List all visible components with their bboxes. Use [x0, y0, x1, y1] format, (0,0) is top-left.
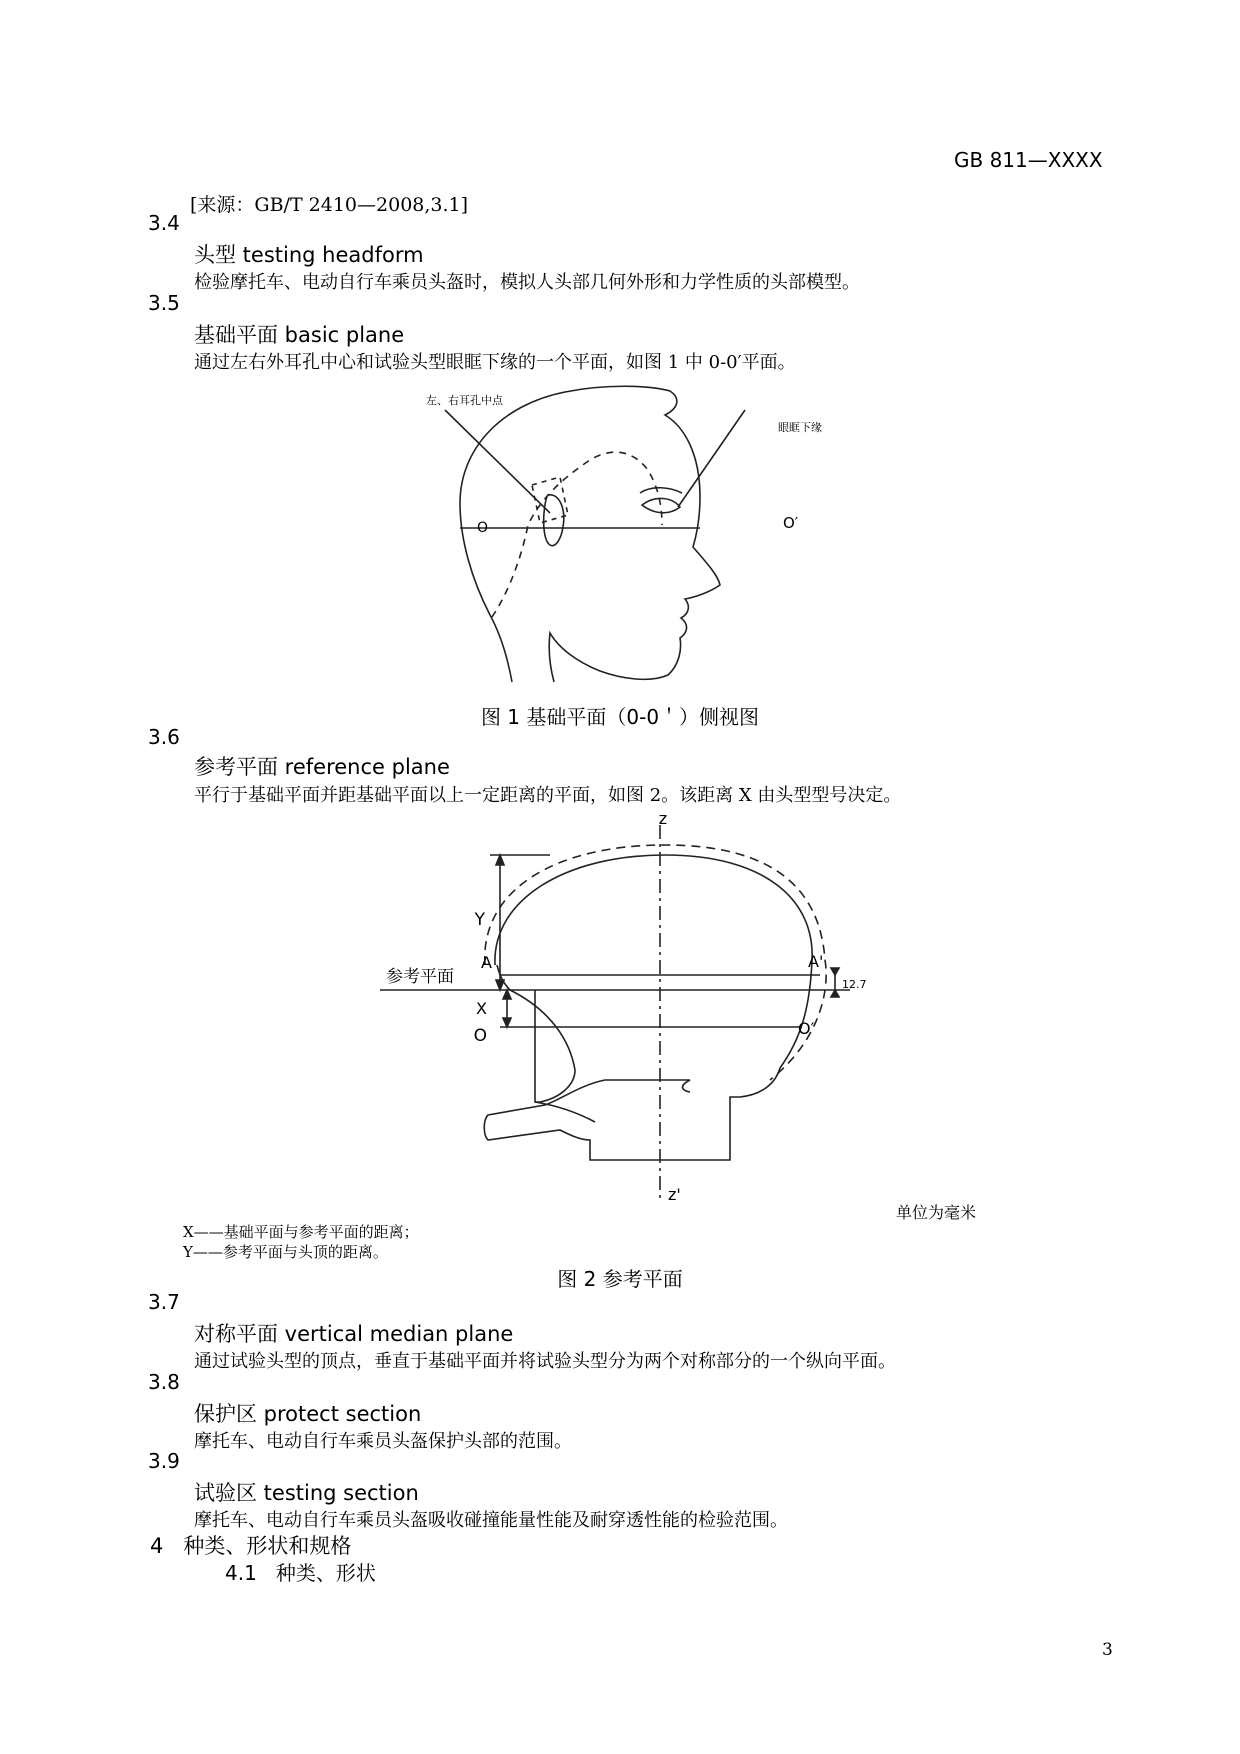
term-number: 3.4	[148, 211, 180, 235]
term-title: 试验区 testing section	[194, 1481, 419, 1505]
figure-2-caption: 图 2 参考平面	[557, 1267, 683, 1291]
section-4-1-heading: 4.1 种类、形状	[225, 1561, 376, 1585]
label-o-prime: O′	[783, 514, 799, 532]
figure-1-caption: 图 1 基础平面（0-0＇）侧视图	[480, 705, 760, 729]
page-number: 3	[1102, 1640, 1113, 1660]
label-a-prime: A'	[808, 952, 824, 971]
term-number: 3.5	[148, 291, 180, 315]
term-title: 对称平面 vertical median plane	[194, 1322, 514, 1346]
source-reference: [来源：GB/T 2410—2008,3.1]	[190, 194, 469, 216]
term-number: 3.9	[148, 1449, 180, 1473]
term-definition: 摩托车、电动自行车乘员头盔吸收碰撞能量性能及耐穿透性能的检验范围。	[194, 1510, 788, 1531]
unit-note: 单位为毫米	[896, 1203, 977, 1222]
legend-y: Y——参考平面与头顶的距离。	[183, 1243, 388, 1261]
label-orbit: 眼眶下缘	[778, 421, 822, 434]
term-title: 基础平面 basic plane	[194, 323, 405, 347]
eye	[642, 498, 680, 512]
helmet-dashed-line	[492, 452, 662, 617]
ear	[544, 495, 564, 546]
label-z: z	[658, 810, 668, 828]
section-4-heading: 4 种类、形状和规格	[150, 1534, 352, 1558]
term-definition: 摩托车、电动自行车乘员头盔保护头部的范围。	[194, 1431, 572, 1452]
outer-dashed-outline	[485, 845, 826, 1080]
label-y: Y	[474, 910, 485, 930]
figure-1-head-side-view	[400, 375, 840, 695]
label-x: X	[476, 999, 487, 1018]
head-outline	[484, 855, 812, 1160]
label-reference-plane: 参考平面	[386, 967, 454, 987]
label-ear-center: 左、右耳孔中点	[426, 394, 503, 407]
orbit-leader-line	[678, 410, 745, 507]
label-o: O	[473, 1026, 487, 1046]
label-o: O	[476, 520, 488, 536]
term-number: 3.6	[148, 725, 180, 749]
label-a: A	[481, 953, 492, 972]
term-number: 3.8	[148, 1370, 180, 1394]
term-title: 保护区 protect section	[194, 1402, 422, 1426]
term-definition: 通过左右外耳孔中心和试验头型眼眶下缘的一个平面，如图 1 中 0-0′平面。	[194, 352, 796, 373]
label-o-prime: O′	[798, 1019, 815, 1038]
term-title: 头型 testing headform	[194, 243, 424, 267]
figure-2-reference-plane	[380, 810, 890, 1205]
term-title: 参考平面 reference plane	[194, 755, 450, 779]
term-definition: 通过试验头型的顶点，垂直于基础平面并将试验头型分为两个对称部分的一个纵向平面。	[194, 1351, 896, 1372]
legend-x: X——基础平面与参考平面的距离；	[183, 1223, 419, 1241]
term-definition: 平行于基础平面并距基础平面以上一定距离的平面，如图 2。该距离 X 由头型型号决定。	[194, 785, 902, 806]
term-definition: 检验摩托车、电动自行车乘员头盔时，模拟人头部几何外形和力学性质的头部模型。	[194, 272, 860, 293]
label-z-prime: z'	[668, 1185, 681, 1204]
document-code: GB 811—XXXX	[954, 148, 1103, 172]
head-outline	[460, 386, 720, 682]
term-number: 3.7	[148, 1290, 180, 1314]
label-12-7: 12.7	[842, 978, 867, 991]
